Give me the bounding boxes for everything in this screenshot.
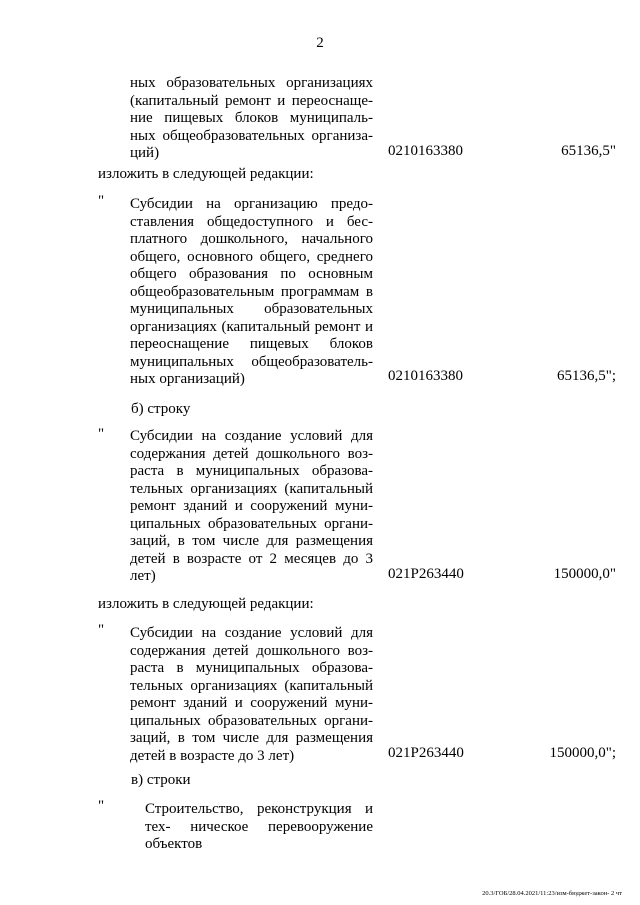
row-code: 021P263440 <box>388 745 464 761</box>
row-text: Строительство, реконструкция и тех- ническое перевооружение объектов <box>145 801 373 852</box>
open-quote: " <box>98 193 105 209</box>
open-quote: " <box>98 426 105 442</box>
page-number: 2 <box>316 35 324 51</box>
row-text: Субсидии на создание условий для содержания детей дошкольного воз- раста в муниципальных образова- тельных организациях (капитальный ремонт зданий и сооружений муни- ципальных образовательных органи- заций, в том числе для размещения детей в возрасте до 3 лет) <box>130 625 373 764</box>
row-text-continuation: ных образовательных организациях (капитальный ремонт и переоснаще- ние пищевых блоков муниципаль- ных общеобразовательных организа- ций) <box>130 75 373 161</box>
subsection-b: б) строку <box>131 401 191 417</box>
row-code: 0210163380 <box>388 368 463 384</box>
row-amount: 150000,0"; <box>549 745 616 761</box>
row-amount: 150000,0" <box>553 566 616 582</box>
row-text: Субсидии на создание условий для содержания детей дошкольного воз- раста в муниципальных образова- тельных организациях (капитальный ремонт зданий и сооружений муни- ципальных образовательных органи- заций, в том числе для размещения детей в возрасте от 2 месяцев до 3 лет) <box>130 428 373 584</box>
open-quote: " <box>98 798 105 814</box>
row-amount: 65136,5"; <box>556 368 616 384</box>
edit-intro: изложить в следующей редакции: <box>98 166 314 182</box>
row-text: Субсидии на организацию предо- ставления общедоступного и бес- платного дошкольного, начального общего, основного общего, среднего общего образования по основным общеобразовательным программам в муниципальных образовательных организациях (капитальный ремонт и переоснащение пищевых блоков муниципальных общеобразователь- ных организаций) <box>130 196 373 387</box>
row-code: 021P263440 <box>388 566 464 582</box>
row-code: 0210163380 <box>388 143 463 159</box>
row-amount: 65136,5" <box>561 143 616 159</box>
subsection-v: в) строки <box>131 772 191 788</box>
document-footer-code: 20.3/ГОБ/28.04.2021/11:23/изм-бюджет-закон- 2 чт <box>482 890 622 897</box>
edit-intro: изложить в следующей редакции: <box>98 596 314 612</box>
open-quote: " <box>98 622 105 638</box>
